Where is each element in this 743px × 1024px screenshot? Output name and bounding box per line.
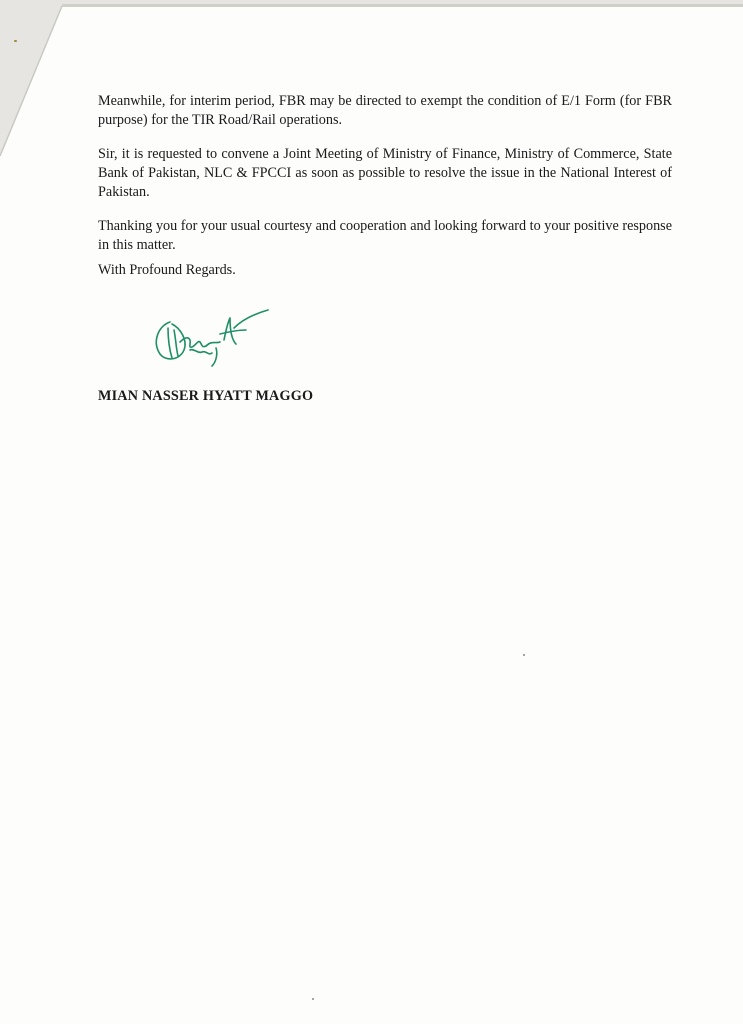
scan-speck bbox=[312, 998, 314, 1000]
paragraph-joint-meeting-request: Sir, it is requested to convene a Joint Meeting of Ministry of Finance, Ministry of Commerce, State Bank of Pakistan, NLC & FPCCI as soon as possible to resolve the issue in the National Interest of Pakistan. bbox=[98, 146, 672, 200]
handwritten-signature bbox=[150, 300, 272, 370]
paragraph-thanks: Thanking you for your usual courtesy and cooperation and looking forward to your positive response in this matter. bbox=[98, 218, 672, 253]
signatory-name: MIAN NASSER HYATT MAGGO bbox=[98, 388, 314, 404]
closing-salutation: With Profound Regards. bbox=[98, 262, 236, 278]
scan-speck bbox=[14, 40, 17, 42]
paragraph-interim-exemption: Meanwhile, for interim period, FBR may be directed to exempt the condition of E/1 Form (for FBR purpose) for the TIR Road/Rail operations. bbox=[98, 93, 672, 128]
letter-body bbox=[98, 92, 672, 270]
page-top-edge bbox=[62, 4, 743, 7]
scan-speck bbox=[523, 654, 525, 656]
